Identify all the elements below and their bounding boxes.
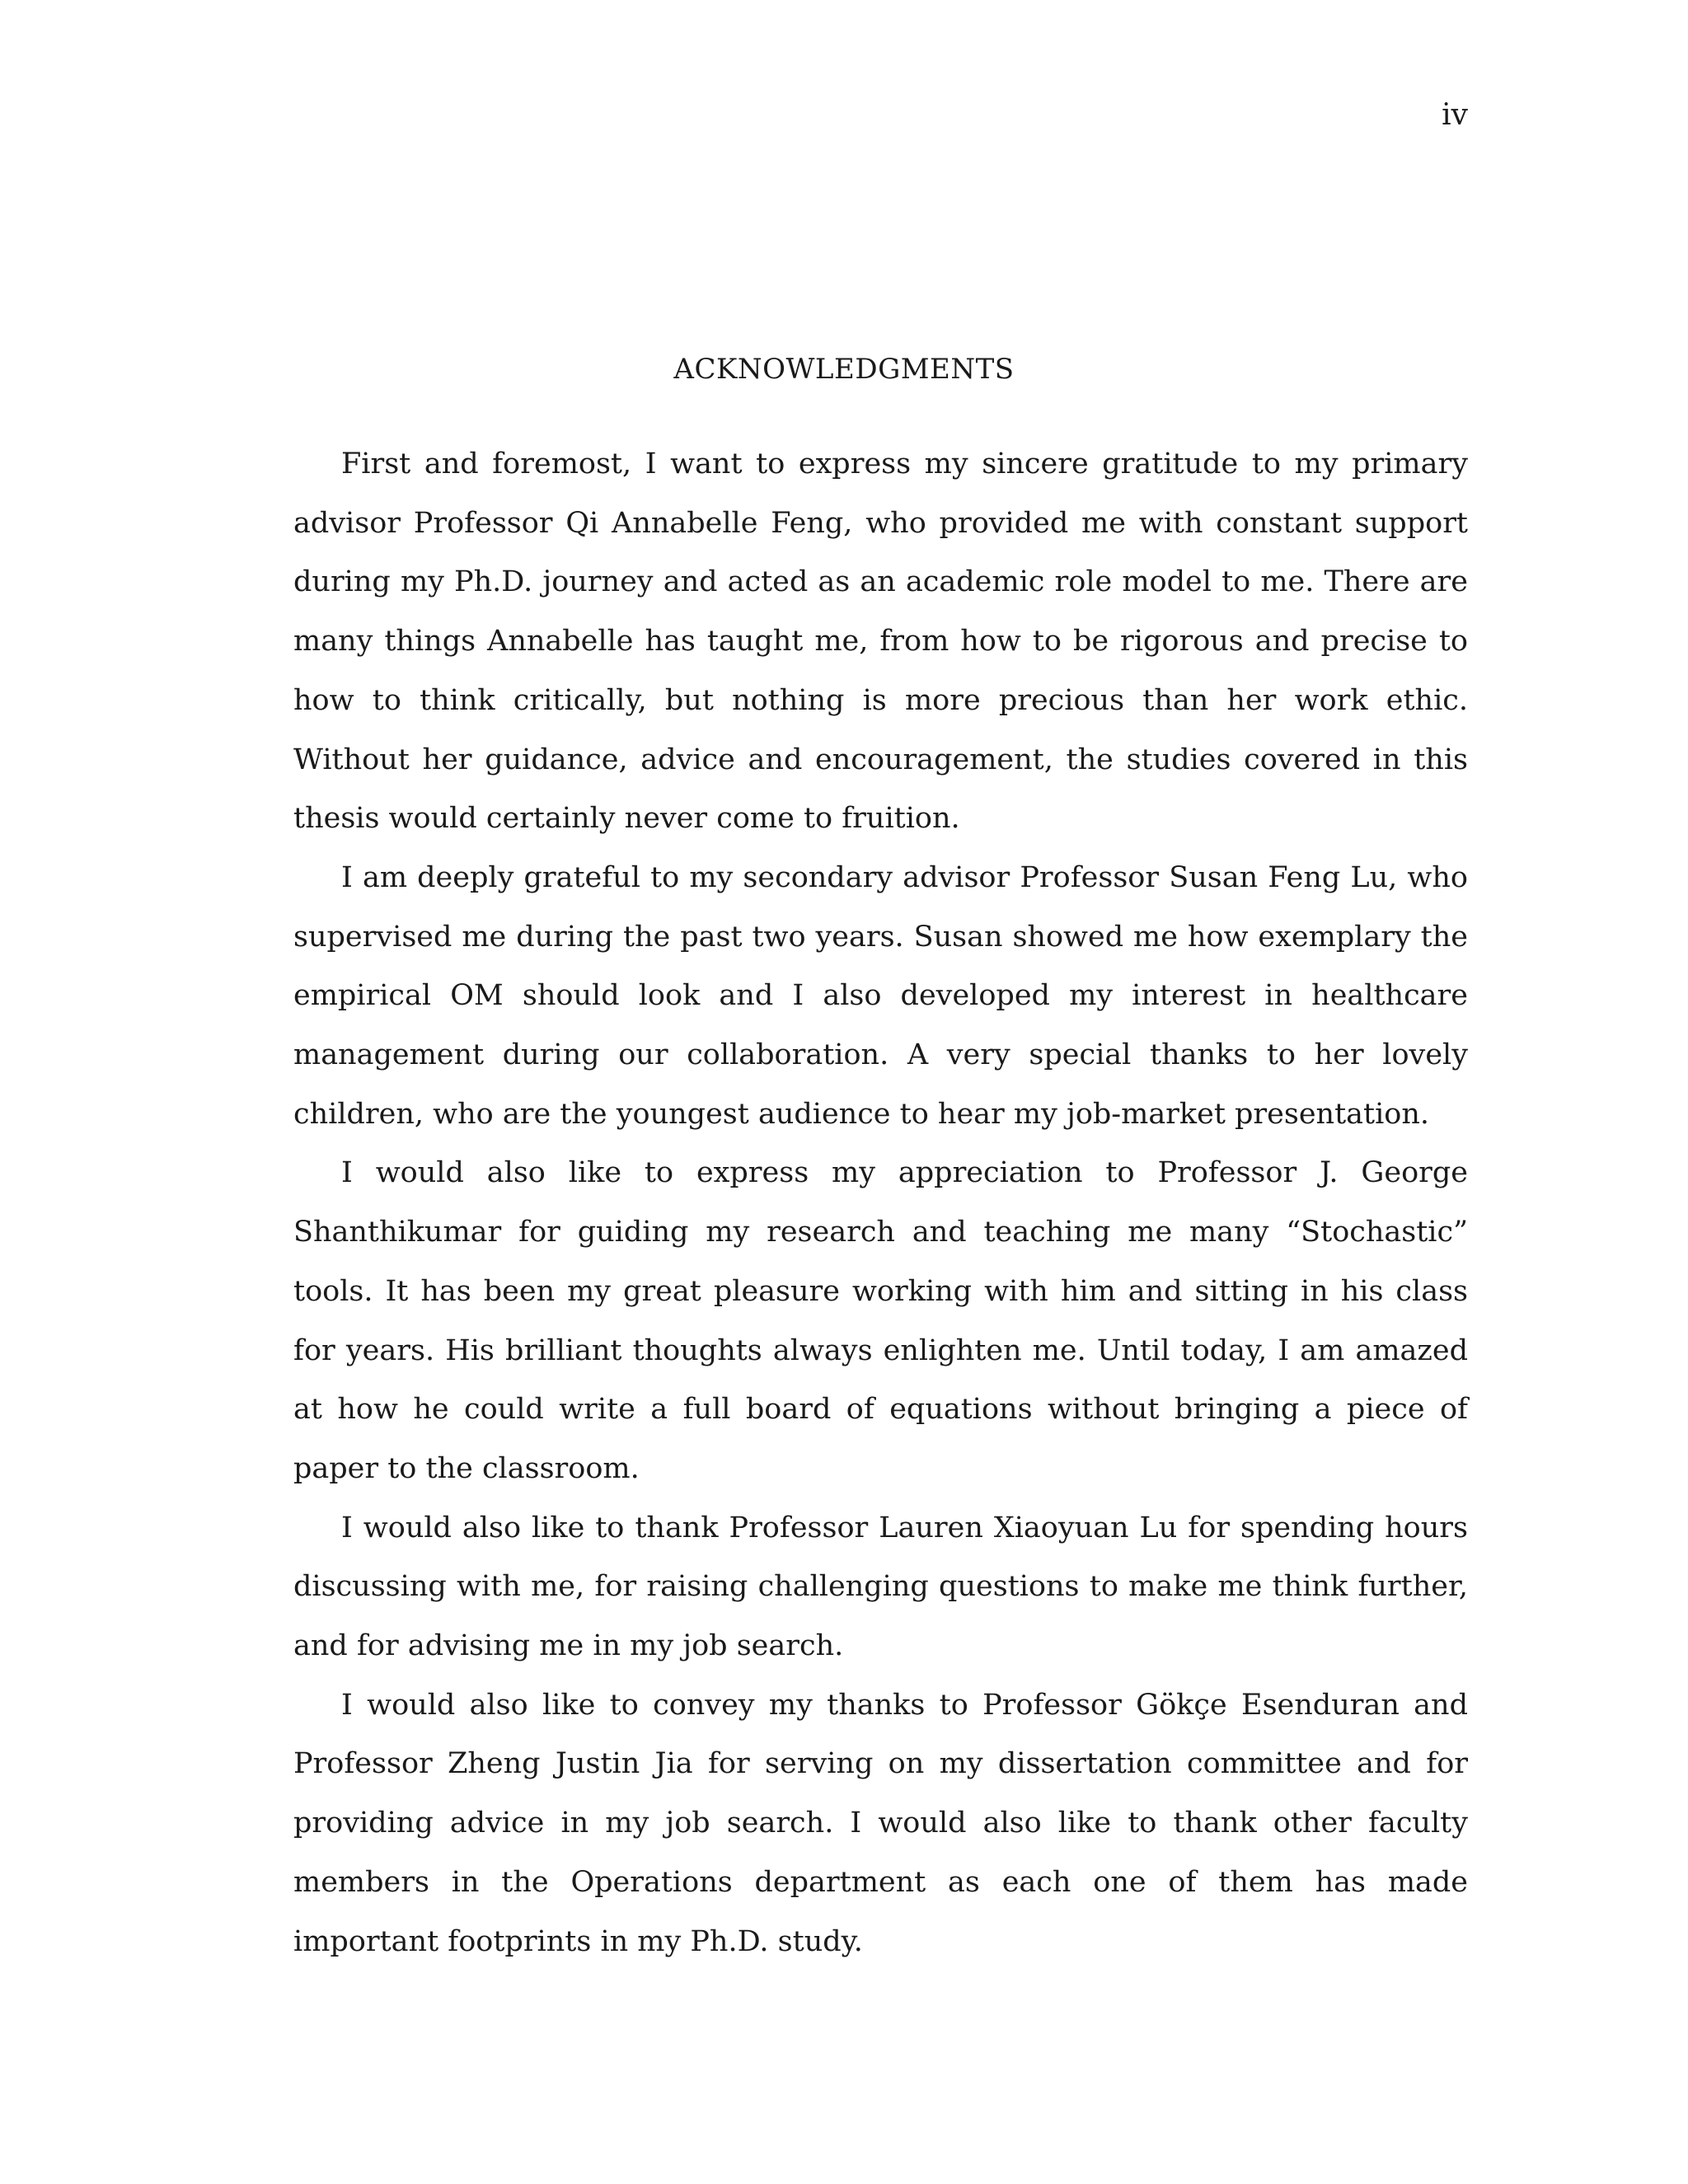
- section-heading: ACKNOWLEDGMENTS: [673, 353, 1015, 386]
- acknowledgments-body: [293, 435, 1468, 1971]
- paragraph-lauren-lu: I would also like to thank Professor Lauren Xiaoyuan Lu for spending hours discussing with me, for raising challenging questions to make me think further, and for advising me in my job search.: [293, 1511, 1468, 1663]
- paragraph-committee: I would also like to convey my thanks to Professor Gökçe Esenduran and Professor Zheng Justin Jia for serving on my dissertation committee and for providing advice in my job search. I would also like to thank other faculty members in the Operations department as each one of them has made important footprints in my Ph.D. study.: [293, 1688, 1468, 1958]
- page-number: iv: [1442, 98, 1468, 132]
- paragraph-secondary-advisor: I am deeply grateful to my secondary advisor Professor Susan Feng Lu, who supervised me during the past two years. Susan showed me how exemplary the empirical OM should look and I also developed my interest in healthcare management during our collaboration. A very special thanks to her lovely children, who are the youngest audience to hear my job-market presentation.: [293, 860, 1468, 1131]
- paragraph-primary-advisor: First and foremost, I want to express my sincere gratitude to my primary advisor Professor Qi Annabelle Feng, who provided me with constant support during my Ph.D. journey and acted as an academic role model to me. There are many things Annabelle has taught me, from how to be rigorous and precise to how to think critically, but nothing is more precious than her work ethic. Without her guidance, advice and encouragement, the studies covered in this thesis would certainly never come to fruition.: [293, 448, 1468, 836]
- paragraph-shanthikumar: I would also like to express my appreciation to Professor J. George Shanthikumar for guiding my research and teaching me many “Stochastic” tools. It has been my great pleasure working with him and sitting in his class for years. His brilliant thoughts always enlighten me. Until today, I am amazed at how he could write a full board of equations without bringing a piece of paper to the classroom.: [293, 1156, 1468, 1485]
